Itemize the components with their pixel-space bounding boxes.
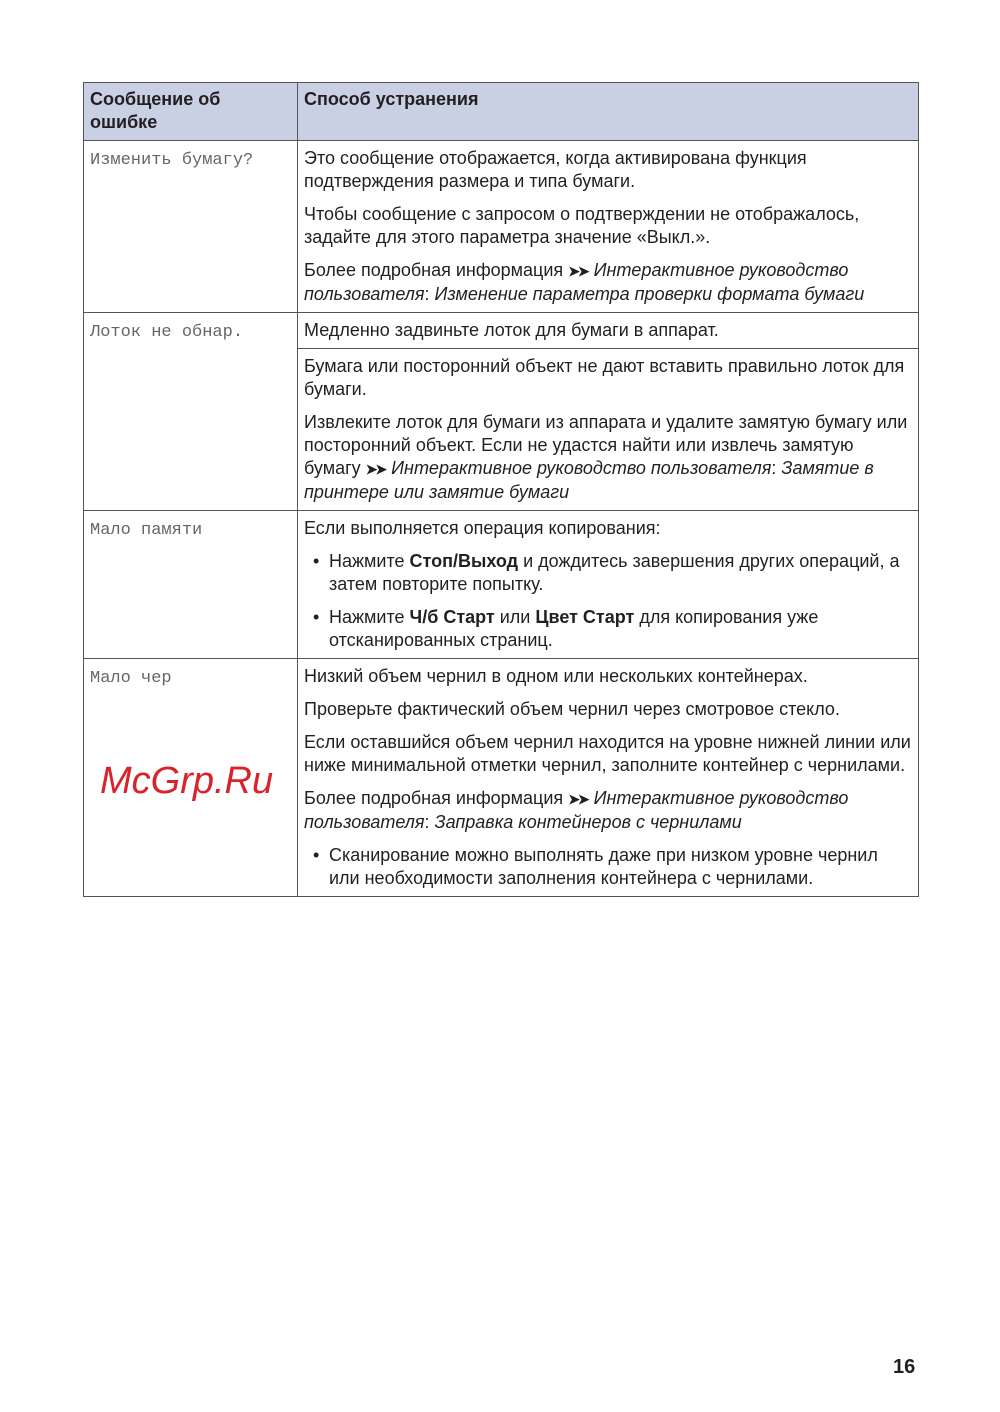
text: и дождитесь завершения других операций, а затем повторите попытку.: [329, 551, 900, 594]
topic-link: Заправка контейнеров с чернилами: [434, 812, 742, 832]
guide-link: Интерактивное руководство пользователя: [304, 260, 849, 304]
list-item: • Сканирование можно выполнять даже при низком уровне чернил или необходимости заполнения контейнера с чернилами.: [329, 844, 912, 890]
solution-text: Чтобы сообщение с запросом о подтверждении не отображалось, задайте для этого параметра значение «Выкл.».: [304, 204, 860, 247]
solution-cell: [298, 659, 919, 897]
button-name: Ч/б Старт: [409, 607, 495, 627]
table-row: [84, 313, 919, 349]
solution-text: Проверьте фактический объем чернил через смотровое стекло.: [304, 699, 840, 719]
solution-cell: [298, 349, 919, 511]
watermark: McGrp.Ru: [100, 760, 274, 802]
solution-cell: [298, 141, 919, 313]
solution-text: Это сообщение отображается, когда активирована функция подтверждения размера и типа бумаги.: [304, 148, 807, 191]
text: или: [494, 607, 536, 627]
text: Извлеките лоток для бумаги из аппарата и удалите замятую бумагу или посторонний объект. Если не удастся найти или извлечь замятую бумагу: [304, 412, 908, 478]
bullet-list: [304, 550, 912, 652]
error-text: Мало памяти: [84, 511, 298, 659]
solution-text: Низкий объем чернил в одном или нескольких контейнерах.: [304, 666, 808, 686]
bullet-list: [304, 844, 912, 890]
solution-text: Если оставшийся объем чернил находится на уровне нижней линии или ниже минимальной отметки чернил, заполните контейнер с чернилами.: [304, 732, 911, 775]
button-name: Цвет Старт: [535, 607, 635, 627]
double-arrow-icon: ➤➤: [365, 461, 386, 477]
reference: Более подробная информация ➤➤ Интерактивное руководство пользователя: Заправка контейнеров с чернилами: [304, 788, 849, 832]
guide-link: Интерактивное руководство пользователя: [391, 458, 772, 478]
page-number: 16: [893, 1356, 916, 1378]
solution-text: Извлеките лоток для бумаги из аппарата и удалите замятую бумагу или посторонний объект. Если не удастся найти или извлечь замятую бумагу ➤➤ Интерактивное руководство пользователя: Замятие в принтере или замятие бумаги: [304, 412, 908, 502]
reference: Более подробная информация ➤➤ Интерактивное руководство пользователя: Изменение параметра проверки формата бумаги: [304, 260, 865, 304]
solution-text: Если выполняется операция копирования:: [304, 518, 661, 538]
error-text: Мало чер: [84, 659, 298, 897]
more-info-text: Более подробная информация: [304, 260, 564, 280]
list-item: [329, 550, 912, 596]
header-error-message: Сообщение об ошибке: [84, 83, 298, 141]
more-info-text: Более подробная информация: [304, 788, 564, 808]
table-row: [84, 511, 919, 659]
topic-link: Изменение параметра проверки формата бумаги: [434, 284, 865, 304]
guide-link: Интерактивное руководство пользователя: [304, 788, 849, 832]
solution-cell: [298, 313, 919, 349]
error-text: Изменить бумагу?: [84, 141, 298, 313]
text: Нажмите: [329, 607, 410, 627]
solution-text: Бумага или посторонний объект не дают вставить правильно лоток для бумаги.: [304, 356, 905, 399]
solution-cell: [298, 511, 919, 659]
error-text: Лоток не обнар.: [84, 313, 298, 511]
text: для копирования уже отсканированных страниц.: [329, 607, 819, 650]
table-header: [84, 83, 919, 141]
text: Нажмите: [329, 551, 410, 571]
solution-text: Медленно задвиньте лоток для бумаги в аппарат.: [304, 320, 719, 340]
button-name: Стоп/Выход: [409, 551, 519, 571]
list-item: [329, 606, 912, 652]
double-arrow-icon: ➤➤: [568, 791, 588, 807]
table-row: [84, 141, 919, 313]
double-arrow-icon: ➤➤: [568, 263, 588, 279]
topic-link: Замятие в принтере или замятие бумаги: [304, 458, 874, 502]
header-solution: Способ устранения: [298, 83, 919, 141]
